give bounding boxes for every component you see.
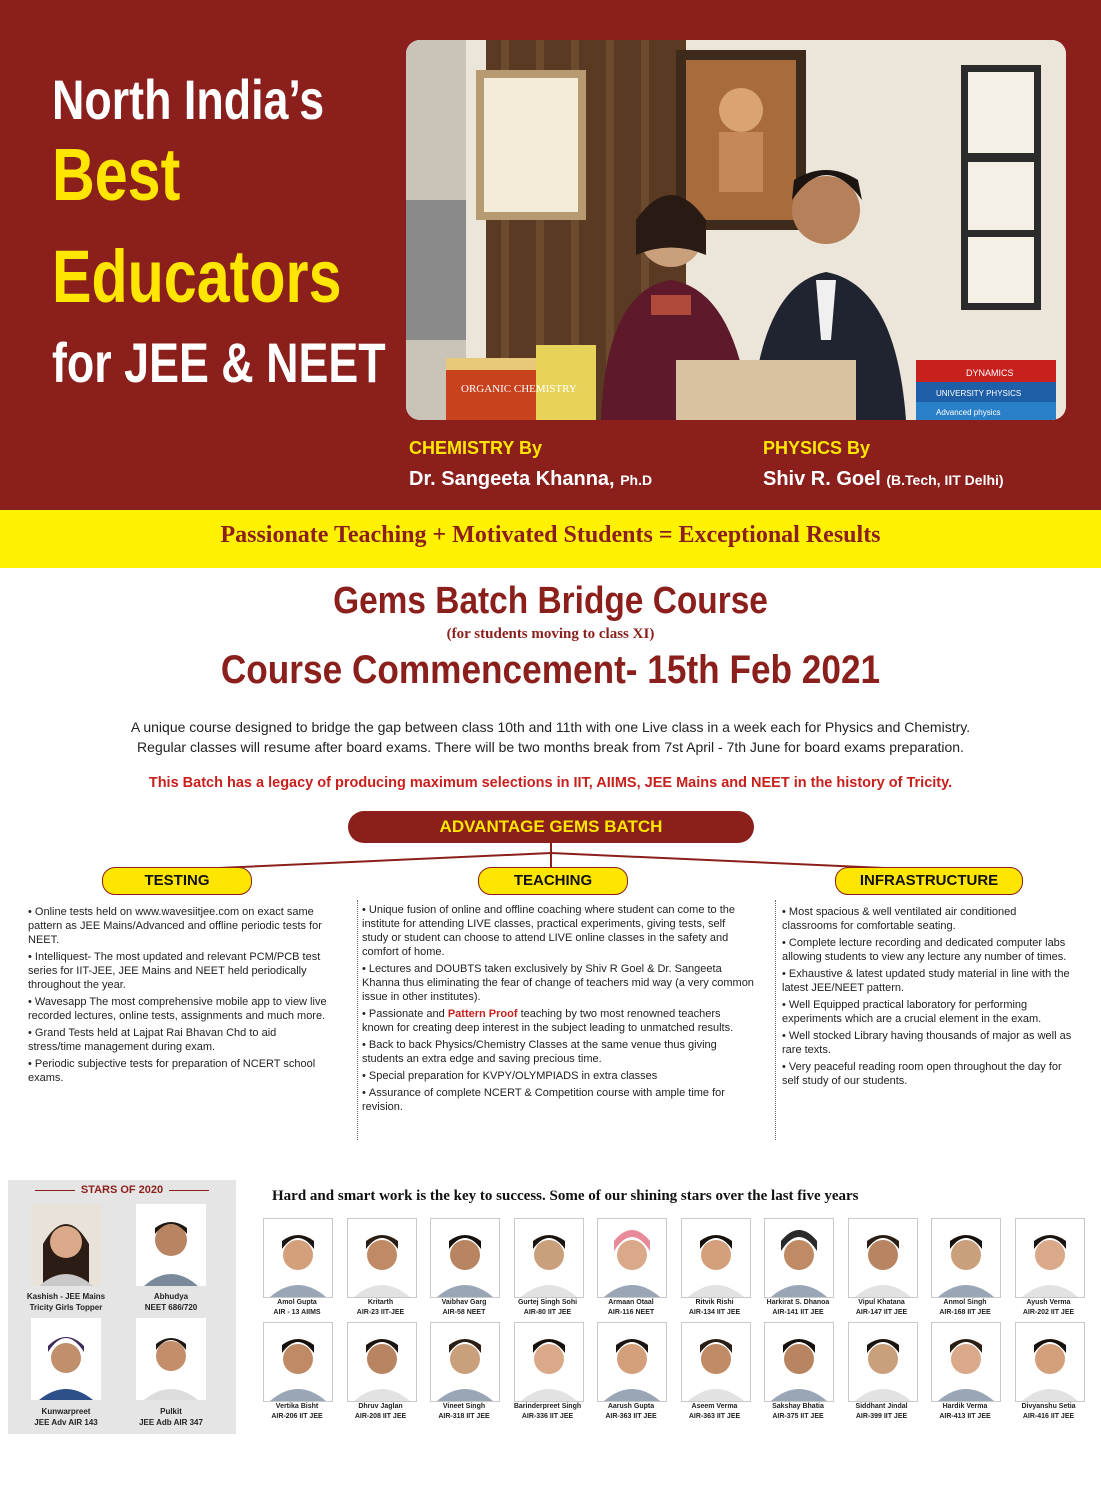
student-name: Ayush Verma (1026, 1299, 1071, 1306)
student-name: Kritarth (367, 1299, 394, 1306)
testing-item: • Intelliquest- The most updated and relevant PCM/PCB test series for IIT-JEE, JEE Mains and NEET held periodically throughout the year. (28, 950, 328, 992)
student-photo (136, 1318, 206, 1400)
student-photo (1015, 1218, 1085, 1298)
teaching-list (362, 903, 754, 1117)
infrastructure-item: • Exhaustive & latest updated study material in line with the latest JEE/NEET pattern. (782, 967, 1074, 995)
student-photo (931, 1322, 1001, 1402)
student-rank: AIR-23 IIT-JEE (356, 1309, 405, 1316)
student-name: Armaan Otaal (608, 1299, 654, 1306)
student-caption (422, 1402, 506, 1422)
student-rank: AIR-363 IIT JEE (605, 1413, 657, 1420)
pattern-proof-highlight: Pattern Proof (447, 1008, 518, 1020)
student-caption (339, 1402, 423, 1422)
headline-line1: North India’s (52, 68, 325, 131)
student-photo (347, 1218, 417, 1298)
student-caption (673, 1298, 757, 1318)
teaching-item: • Special preparation for KVPY/OLYMPIADS in extra classes (362, 1069, 754, 1083)
student-name: Vineet Singh (442, 1403, 486, 1410)
teaching-item: • Unique fusion of online and offline coaching where student can come to the institute for attending LIVE classes, practical experiments, giving tests, self study or student can choose to attend LIVE online classes in the safety and comfort of home. (362, 903, 754, 959)
student-photo (931, 1218, 1001, 1298)
student-name: Vipul Khatana (858, 1299, 905, 1306)
chemistry-teacher: Dr. Sangeeta Khanna, Ph.D (409, 468, 653, 490)
student-caption (589, 1402, 673, 1422)
student-rank: AIR-80 IIT JEE (523, 1309, 572, 1316)
column-divider (357, 900, 358, 1140)
headline-educators: Educators (52, 235, 342, 318)
student-caption (1007, 1298, 1091, 1318)
student-rank: AIR-202 IIT JEE (1022, 1309, 1075, 1316)
student-caption (1007, 1402, 1091, 1422)
testing-item: • Online tests held on www.wavesiitjee.com on exact same pattern as JEE Mains/Advanced and offline periodic tests for NEET. (28, 905, 328, 947)
student-caption (923, 1402, 1007, 1422)
student-photo (681, 1218, 751, 1298)
student-rank: AIR-363 IIT JEE (688, 1413, 741, 1420)
student-photo (848, 1218, 918, 1298)
student-photo (764, 1218, 834, 1298)
book-university-physics: UNIVERSITY PHYSICS (936, 389, 1022, 398)
student-caption (339, 1298, 423, 1318)
course-subtitle: (for students moving to class XI) (446, 626, 655, 642)
testing-list (28, 905, 328, 1088)
student-photo (31, 1318, 101, 1400)
teaching-item: • Assurance of complete NCERT & Competition course with ample time for revision. (362, 1086, 754, 1114)
student-rank: AIR-416 IIT JEE (1022, 1413, 1075, 1420)
student-photo (514, 1218, 584, 1298)
student-caption (255, 1298, 339, 1318)
star-caption: Kashish - JEE Mains Tricity Girls Topper (26, 1292, 106, 1312)
student-name: Ritvik Rishi (695, 1299, 734, 1306)
student-rank: AIR-318 IIT JEE (438, 1413, 490, 1420)
headline-line4: for JEE & NEET (52, 331, 386, 394)
student-rank: AIR-375 IIT JEE (772, 1413, 824, 1420)
student-name: Barinderpreet Singh (513, 1403, 582, 1410)
student-photo (347, 1322, 417, 1402)
student-photo (848, 1322, 918, 1402)
student-name: Aseem Verma (691, 1403, 738, 1410)
student-caption (673, 1402, 757, 1422)
student-photo (263, 1218, 333, 1298)
infrastructure-pill: INFRASTRUCTURE (835, 867, 1023, 895)
star-caption: Pulkit JEE Adb AIR 347 (139, 1407, 203, 1427)
student-name: Gurtej Singh Sohi (517, 1299, 578, 1306)
student-name: Anmol Singh (943, 1299, 987, 1306)
physics-teacher: Shiv R. Goel (B.Tech, IIT Delhi) (763, 468, 1004, 490)
infrastructure-item: • Very peaceful reading room open throughout the day for self study of our students. (782, 1060, 1074, 1088)
student-name: Hardik Verma (942, 1403, 988, 1410)
teaching-pill: TEACHING (478, 867, 628, 895)
testing-pill: TESTING (102, 867, 252, 895)
infrastructure-list (782, 905, 1074, 1091)
student-photo (1015, 1322, 1085, 1402)
student-caption (422, 1298, 506, 1318)
student-rank: AIR-141 IIT JEE (772, 1309, 824, 1316)
student-name: Divyanshu Setia (1021, 1403, 1076, 1410)
infrastructure-item: • Most spacious & well ventilated air conditioned classrooms for comfortable seating. (782, 905, 1074, 933)
stars-2020-title: STARS OF 2020 (8, 1184, 236, 1196)
legacy-statement: This Batch has a legacy of producing maximum selections in IIT, AIIMS, JEE Mains and NEET in the history of Tricity. (148, 775, 953, 791)
student-photo (514, 1322, 584, 1402)
student-photo (136, 1204, 206, 1286)
teaching-item: • Passionate and Pattern Proof teaching by two most renowned teachers known for creating deep interest in the subject leading to unmatched results. (362, 1007, 754, 1035)
teaching-item: • Back to back Physics/Chemistry Classes at the same venue thus giving students an extra edge and saving precious time. (362, 1038, 754, 1066)
book-advanced-physics: Advanced physics (936, 408, 1001, 417)
student-caption (506, 1298, 590, 1318)
course-commencement: Course Commencement- 15th Feb 2021 (220, 648, 881, 692)
infrastructure-item: • Well Equipped practical laboratory for performing experiments which are a crucial element in the exam. (782, 998, 1074, 1026)
testing-item: • Grand Tests held at Lajpat Rai Bhavan Chd to aid stress/time management during exam. (28, 1026, 328, 1054)
student-rank: AIR - 13 AIIMS (273, 1309, 321, 1316)
student-photo (430, 1322, 500, 1402)
infrastructure-item: • Complete lecture recording and dedicated computer labs allowing students to view any lecture any number of times. (782, 936, 1074, 964)
student-name: Sakshay Bhatia (772, 1403, 824, 1410)
testing-item: • Wavesapp The most comprehensive mobile app to view live recorded lectures, online tests, assignments and much more. (28, 995, 328, 1023)
student-rank: AIR-168 IIT JEE (939, 1309, 991, 1316)
book-dynamics: DYNAMICS (966, 368, 1014, 378)
headline-best: Best (52, 133, 181, 216)
column-divider (775, 900, 776, 1140)
student-name: Dhruv Jaglan (358, 1403, 403, 1410)
student-rank: AIR-134 IIT JEE (688, 1309, 741, 1316)
course-description-1: A unique course designed to bridge the gap between class 10th and 11th with one Live class in a week each for Physics and Chemistry. (130, 719, 971, 735)
student-caption (840, 1402, 924, 1422)
tagline: Passionate Teaching + Motivated Students = Exceptional Results (220, 522, 881, 548)
student-photo (681, 1322, 751, 1402)
student-rank: AIR-413 IIT JEE (939, 1413, 991, 1420)
student-photo (597, 1322, 667, 1402)
student-rank: AIR-399 IIT JEE (855, 1413, 908, 1420)
student-photo (31, 1204, 101, 1286)
advantage-title: ADVANTAGE GEMS BATCH (348, 811, 754, 843)
course-title: Gems Batch Bridge Course (333, 580, 768, 622)
student-name: Amol Gupta (277, 1299, 317, 1306)
student-name: Siddhant Jindal (855, 1403, 908, 1410)
student-rank: AIR-116 NEET (607, 1309, 655, 1316)
student-photo (263, 1322, 333, 1402)
student-name: Aarush Gupta (607, 1403, 655, 1410)
student-caption (589, 1298, 673, 1318)
student-rank: AIR-206 IIT JEE (271, 1413, 323, 1420)
student-rank: AIR-147 IIT JEE (855, 1309, 908, 1316)
student-rank: AIR-58 NEET (442, 1309, 486, 1316)
student-name: Harkirat S. Dhanoa (766, 1299, 830, 1306)
student-rank: AIR-336 IIT JEE (521, 1413, 574, 1420)
chemistry-label: CHEMISTRY By (409, 438, 543, 458)
book-organic-chemistry: ORGANIC CHEMISTRY (461, 383, 577, 395)
student-photo (430, 1218, 500, 1298)
shining-stars-title: Hard and smart work is the key to success. Some of our shining stars over the last five years (272, 1188, 859, 1204)
testing-item: • Periodic subjective tests for preparation of NCERT school exams. (28, 1057, 328, 1085)
student-caption (840, 1298, 924, 1318)
student-photo (597, 1218, 667, 1298)
physics-label: PHYSICS By (763, 438, 871, 458)
student-rank: AIR-208 IIT JEE (354, 1413, 407, 1420)
star-caption: Kunwarpreet JEE Adv AIR 143 (34, 1407, 98, 1427)
student-photo (764, 1322, 834, 1402)
student-caption (506, 1402, 590, 1422)
infrastructure-item: • Well stocked Library having thousands of major as well as rare texts. (782, 1029, 1074, 1057)
teaching-item: • Lectures and DOUBTS taken exclusively by Shiv R Goel & Dr. Sangeeta Khanna thus eliminating the fear of change of teachers mid way (a very common issue in other institutes). (362, 962, 754, 1004)
student-caption (923, 1298, 1007, 1318)
student-caption (756, 1298, 840, 1318)
star-caption: Abhudya NEET 686/720 (144, 1292, 198, 1312)
student-name: Vertika Bisht (275, 1403, 319, 1410)
course-description-2: Regular classes will resume after board exams. There will be two months break from 7st April - 7th June for board exams preparation. (137, 739, 964, 755)
student-caption (255, 1402, 339, 1422)
student-name: Vaibhav Garg (441, 1299, 487, 1306)
student-caption (756, 1402, 840, 1422)
